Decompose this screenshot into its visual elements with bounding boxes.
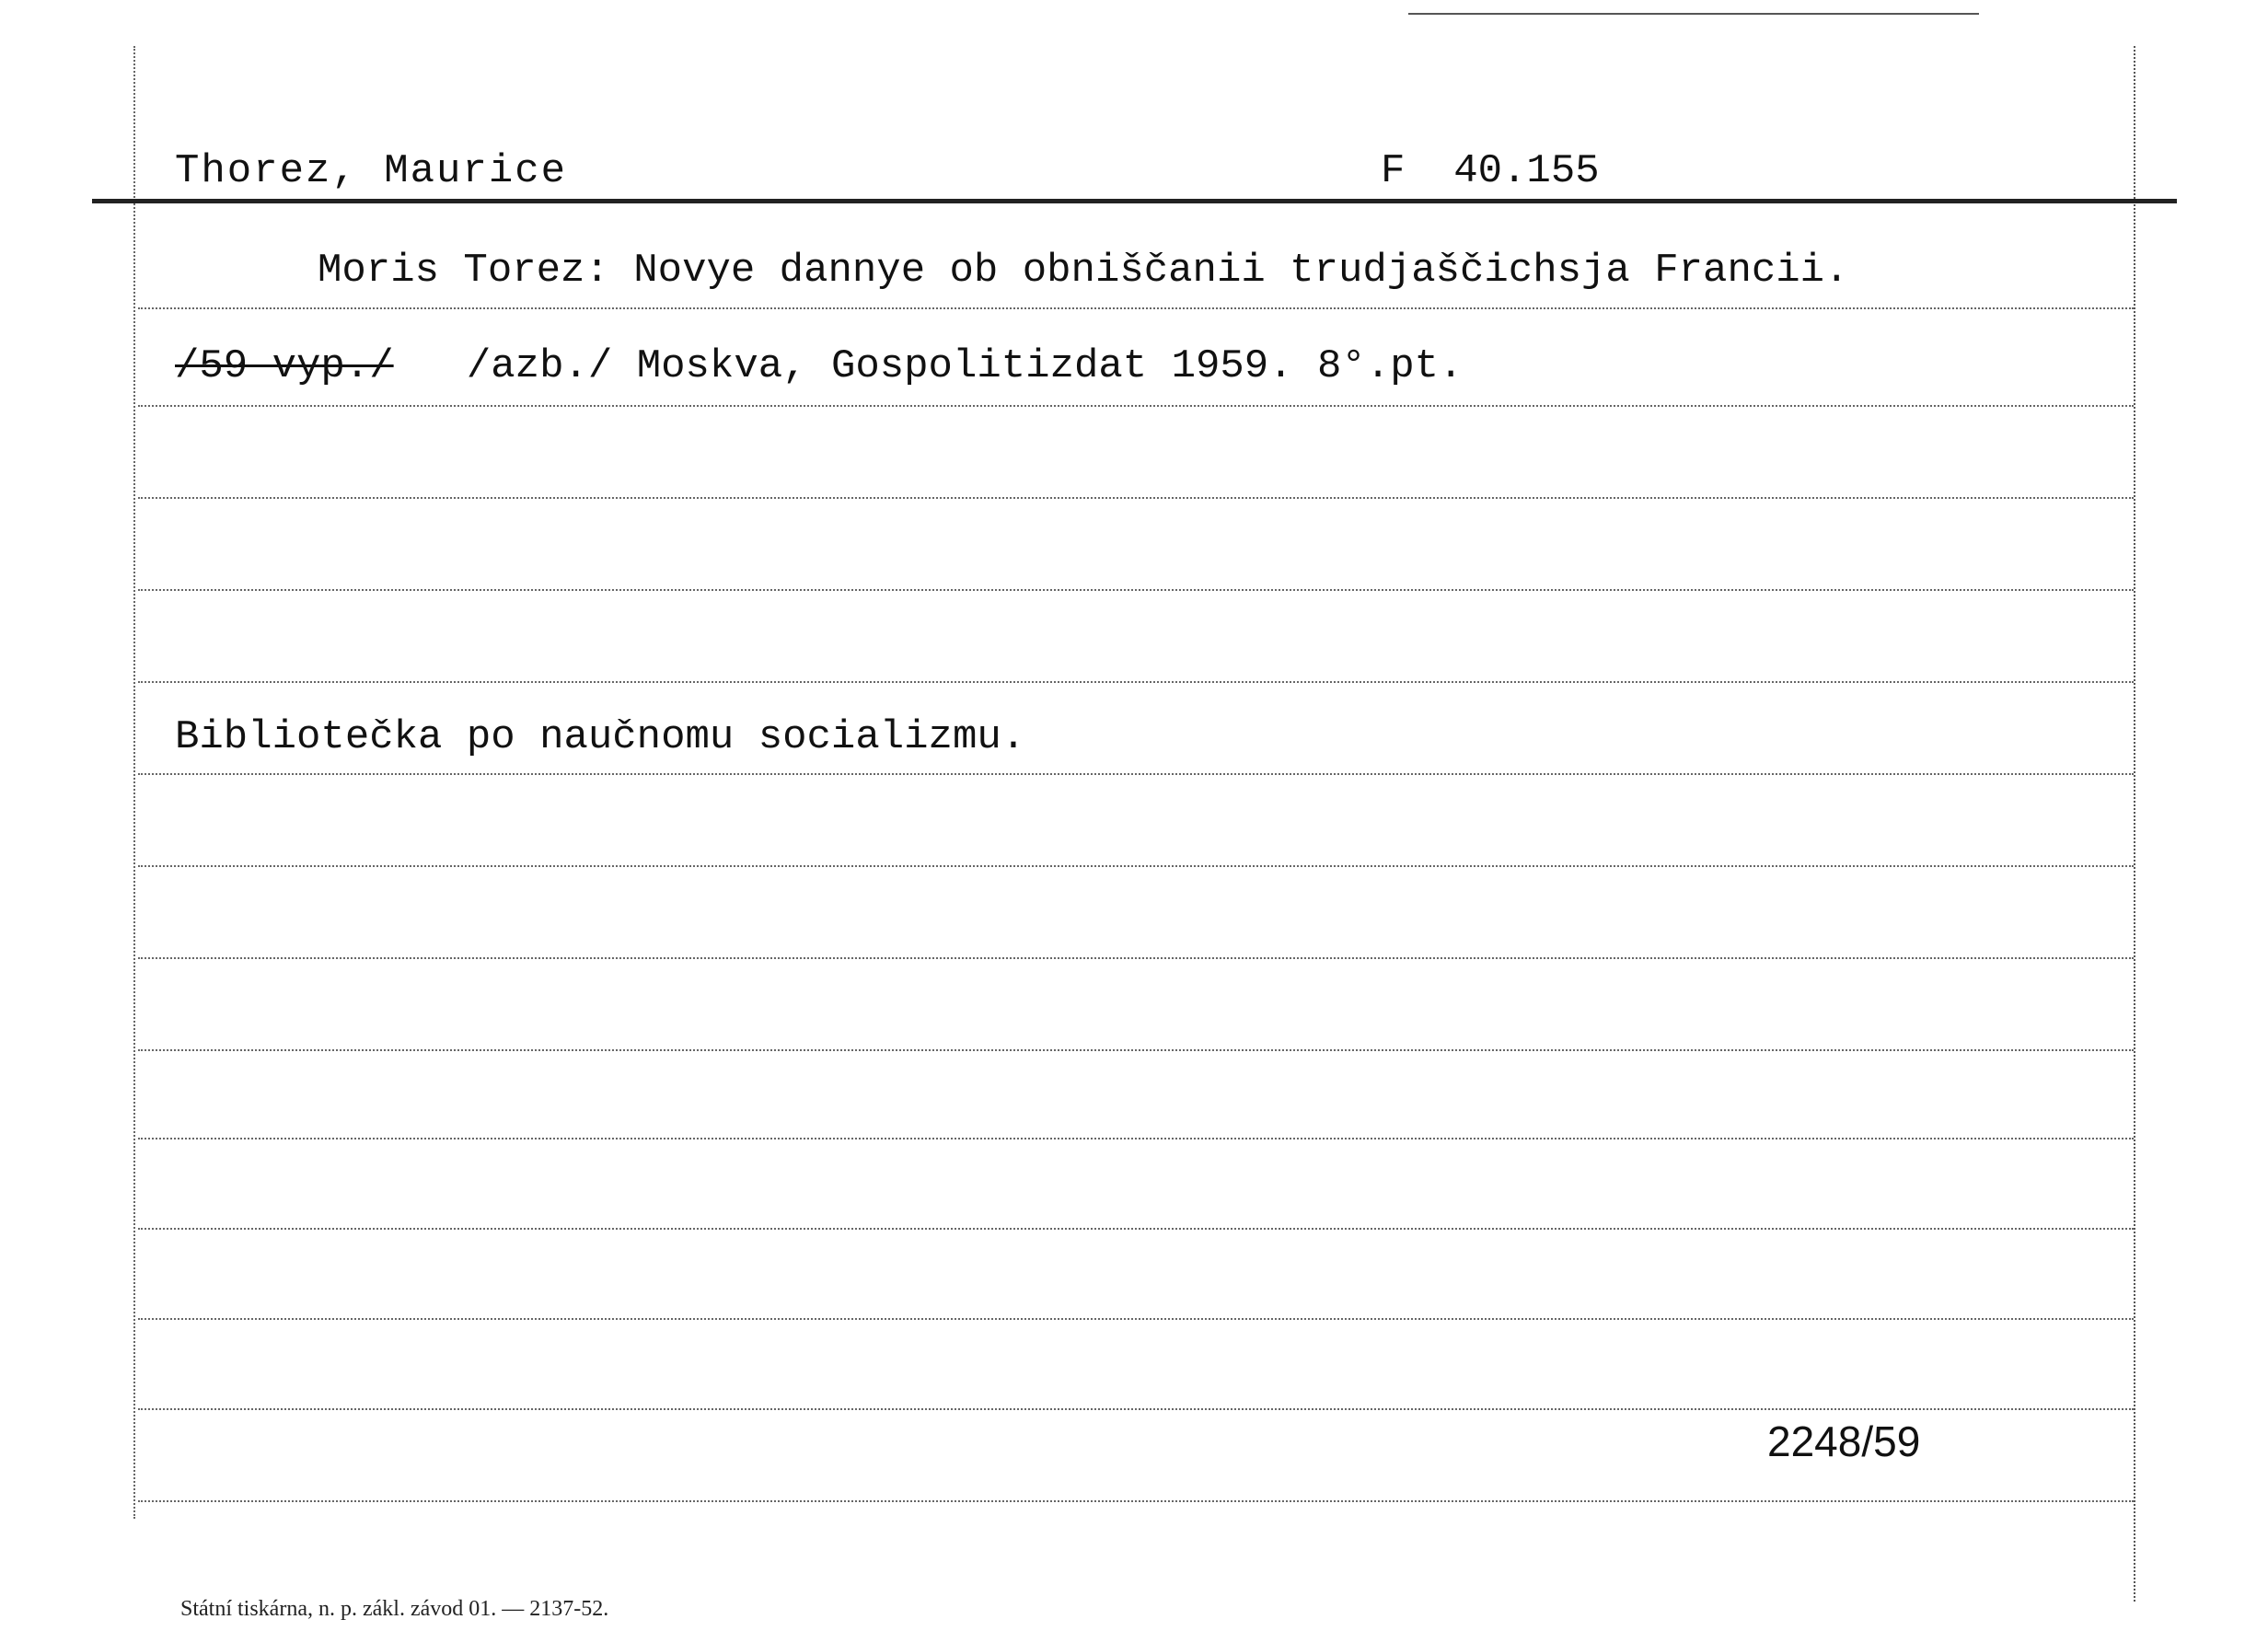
heading-rule: [92, 199, 2177, 203]
ruled-line: [138, 1318, 2134, 1320]
script-note: /azb./: [466, 343, 613, 389]
ruled-line: [138, 497, 2134, 499]
top-edge-line: [1408, 13, 1979, 15]
ruled-line: [138, 589, 2134, 591]
accession-number: 2248/59: [1767, 1417, 1921, 1465]
ruled-line: [138, 681, 2134, 683]
ruled-line: [138, 307, 2134, 309]
publication-info: Moskva, Gospolitizdat 1959. 8°.pt.: [636, 343, 1464, 389]
ruled-line: [138, 1500, 2134, 1502]
struck-volume-note: /59 vyp./: [175, 343, 394, 389]
title-line: Moris Torez: Novye dannye ob obniščanii trudjaščichsja Francii.: [318, 248, 1849, 294]
printer-footer: Státní tiskárna, n. p. zákl. závod 01. — 2137-52.: [180, 1597, 609, 1621]
right-margin-line: [2134, 46, 2135, 1602]
imprint-line: [175, 342, 1463, 390]
ruled-line: [138, 1049, 2134, 1051]
ruled-line: [138, 1138, 2134, 1139]
ruled-line: [138, 1408, 2134, 1410]
ruled-line: [138, 405, 2134, 407]
series-note: Bibliotečka po naučnomu socializmu.: [175, 714, 1026, 760]
author-heading: Thorez, Maurice: [175, 148, 568, 194]
ruled-line: [138, 1228, 2134, 1230]
ruled-line: [138, 957, 2134, 959]
ruled-line: [138, 773, 2134, 775]
ruled-line: [138, 865, 2134, 867]
call-number: F 40.155: [1381, 148, 1600, 194]
left-margin-line: [133, 46, 135, 1519]
